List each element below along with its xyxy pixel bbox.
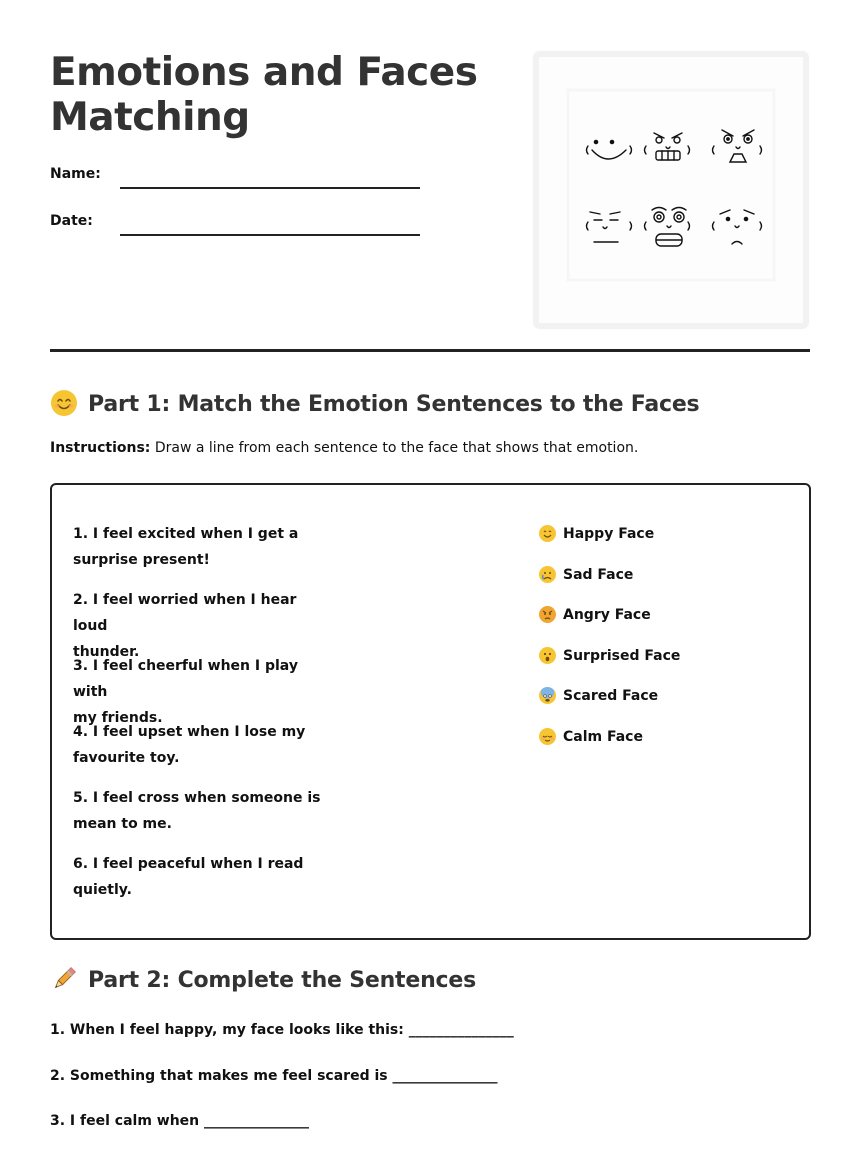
part1-heading-text: Part 1: Match the Emotion Sentences to the Faces <box>88 391 700 417</box>
section-divider <box>50 349 810 352</box>
happy-face-icon <box>587 140 632 159</box>
sentence-line: surprise present! <box>73 552 210 568</box>
sentence-line: 4. I feel upset when I lose my <box>73 724 306 740</box>
sentence-line: 3. I feel cheerful when I play with <box>73 658 298 700</box>
sentence-line: 2. I feel worried when I hear loud <box>73 592 297 634</box>
sentence-line: thunder. <box>73 644 140 660</box>
sentence-line: mean to me. <box>73 816 172 832</box>
part1-heading <box>50 389 699 419</box>
completion-question[interactable]: 2. Something that makes me feel scared is _______________ <box>50 1068 498 1084</box>
crying-face-icon <box>539 566 556 583</box>
surprised-face-icon <box>539 647 556 664</box>
sentence-item[interactable] <box>73 719 333 771</box>
face-option-happy[interactable] <box>539 525 654 542</box>
face-option-label: Sad Face <box>563 566 634 583</box>
instructions-label: Instructions: <box>50 440 151 456</box>
relieved-face-icon <box>539 728 556 745</box>
face-option-scared[interactable] <box>539 687 658 704</box>
upset-face-icon <box>587 212 632 242</box>
face-option-sad[interactable] <box>539 566 633 583</box>
instructions-text: Draw a line from each sentence to the face that shows that emotion. <box>154 440 639 456</box>
angry-face-icon <box>713 130 762 162</box>
page-title: Emotions and Faces Matching <box>50 50 478 140</box>
instructions <box>50 440 638 456</box>
part2-heading <box>50 965 476 995</box>
face-option-calm[interactable] <box>539 728 643 745</box>
face-option-surprised[interactable] <box>539 647 680 664</box>
emotion-faces-illustration <box>532 50 810 330</box>
part2-heading-text: Part 2: Complete the Sentences <box>88 967 477 993</box>
completion-question[interactable]: 1. When I feel happy, my face looks like this: _______________ <box>50 1022 514 1038</box>
smiling-face-emoji-icon <box>50 389 80 419</box>
sentence-line: 5. I feel cross when someone is <box>73 790 321 806</box>
completion-question[interactable]: 3. I feel calm when _______________ <box>50 1113 310 1129</box>
angry-face-icon <box>645 133 690 160</box>
date-field[interactable] <box>120 234 420 236</box>
sentence-line: 1. I feel excited when I get a <box>73 526 299 542</box>
face-option-label: Calm Face <box>563 728 643 745</box>
smiling-face-icon <box>539 525 556 542</box>
face-option-label: Angry Face <box>563 606 651 623</box>
face-option-label: Happy Face <box>563 525 655 542</box>
sentence-line: 6. I feel peaceful when I read <box>73 856 304 872</box>
face-option-label: Scared Face <box>563 687 659 704</box>
name-field[interactable] <box>120 187 420 189</box>
sentence-item[interactable] <box>73 521 333 573</box>
angry-face-icon <box>539 606 556 623</box>
faces-drawing <box>532 50 810 330</box>
sentence-line: favourite toy. <box>73 750 180 766</box>
sentence-item[interactable] <box>73 785 333 837</box>
matching-box <box>50 483 811 940</box>
date-label: Date: <box>50 213 93 229</box>
face-option-label: Surprised Face <box>563 647 681 664</box>
pencil-icon <box>50 965 80 995</box>
worried-face-icon <box>713 210 762 244</box>
name-label: Name: <box>50 166 101 182</box>
sentence-line: my friends. <box>73 710 163 726</box>
sentence-item[interactable] <box>73 851 333 903</box>
fearful-face-icon <box>539 687 556 704</box>
scared-face-icon <box>645 208 690 247</box>
face-option-angry[interactable] <box>539 606 651 623</box>
sentence-line: quietly. <box>73 882 132 898</box>
